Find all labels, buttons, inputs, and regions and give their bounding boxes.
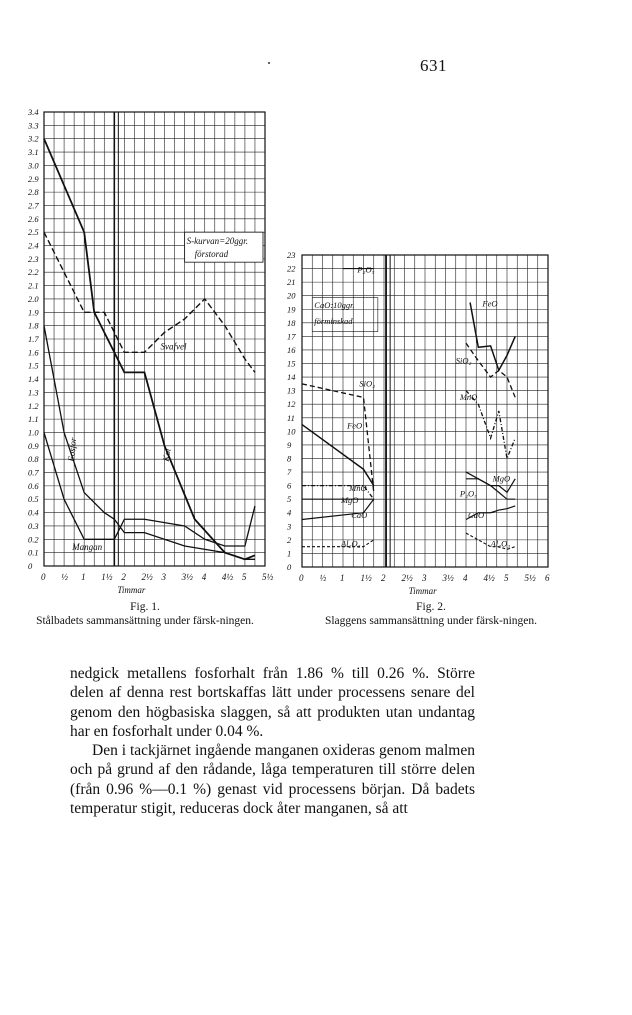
body-text <box>70 664 475 818</box>
left-label-mno: MnO <box>349 483 367 494</box>
y-tick-label: 4 <box>287 507 292 518</box>
y-tick-label: 15 <box>287 358 296 369</box>
y-tick-label: 0.7 <box>28 467 39 478</box>
y-tick-label: 1.6 <box>28 347 39 358</box>
figure-2-labels <box>312 265 510 549</box>
figure-2-x-ticks <box>299 573 550 596</box>
scale-note-line-1: CaO:10ggr. <box>314 299 355 310</box>
y-tick-label: 2.3 <box>28 253 39 264</box>
figure-1-grid <box>44 112 265 566</box>
figure-2-chart <box>280 245 580 595</box>
x-tick-label: 5 <box>241 572 247 582</box>
y-tick-label: 5 <box>287 494 292 505</box>
y-tick-label: 23 <box>287 250 296 260</box>
y-tick-label: 2.0 <box>28 293 39 304</box>
y-tick-label: 0.4 <box>28 507 39 518</box>
figure-2-caption-number: Fig. 2. <box>416 601 446 613</box>
y-tick-label: 0.5 <box>28 494 39 505</box>
y-tick-label: 22 <box>287 263 296 274</box>
y-tick-label: 19 <box>287 304 296 315</box>
figure-1-series <box>44 139 255 560</box>
figure-1-x-ticks <box>41 572 274 595</box>
x-tick-label: 0 <box>299 573 304 583</box>
x-tick-label: 3 <box>161 572 167 582</box>
right-label-sio2: SiO₂ <box>455 355 472 366</box>
y-tick-label: 0 <box>287 562 292 572</box>
y-tick-label: 1.1 <box>28 414 39 425</box>
y-tick-label: 3.2 <box>28 133 39 144</box>
figure-1-caption-number: Fig. 1. <box>130 601 160 613</box>
series-line-right <box>466 343 515 397</box>
y-tick-label: 0 <box>28 561 33 571</box>
y-tick-label: 3 <box>287 521 292 532</box>
y-tick-label: 3.3 <box>28 120 39 131</box>
y-tick-label: 7 <box>287 467 292 478</box>
y-tick-label: 0.8 <box>28 454 39 465</box>
x-tick-label: 4 <box>201 572 207 582</box>
y-tick-label: 2.9 <box>28 173 39 184</box>
y-tick-label: 2.5 <box>28 227 39 238</box>
x-tick-label: 5½ <box>262 572 274 582</box>
x-tick-label: 5½ <box>524 573 536 583</box>
series-line-left <box>302 384 374 493</box>
figure-1-caption-text: Stålbadets sammansättning under färsk-ningen. <box>36 615 254 627</box>
figure-2-caption <box>300 600 562 628</box>
y-tick-label: 2.8 <box>28 187 39 198</box>
x-tick-label: 3½ <box>442 573 454 583</box>
y-tick-label: 2.7 <box>28 200 39 211</box>
y-tick-label: 0.3 <box>28 520 39 531</box>
y-tick-label: 10 <box>287 426 296 437</box>
y-tick-label: 2.6 <box>28 213 39 224</box>
scale-note-line-1: S-kurvan=20ggr. <box>186 236 248 247</box>
y-tick-label: 3.4 <box>28 107 39 117</box>
x-tick-label: 2 <box>381 573 386 583</box>
y-tick-label: 2 <box>287 534 292 545</box>
figure-2-y-ticks <box>286 250 296 572</box>
y-tick-label: 1.2 <box>28 400 39 411</box>
y-tick-label: 3.0 <box>28 160 39 171</box>
paragraph-2: Den i tackjärnet ingående manganen oxideras genom malmen och på grund af den rådande, låga temperaturen till större delen (från 0.96 %—0.1 %) genast vid processens början. Då badets temperatur stigit, reduceras dock åter manganen, så att <box>70 742 475 818</box>
y-tick-label: 1.5 <box>28 360 39 371</box>
figure-1-caption <box>10 600 280 628</box>
right-label-mno: MnO <box>459 392 478 403</box>
y-tick-label: 0.1 <box>28 547 39 558</box>
x-tick-label: 3 <box>422 573 427 583</box>
y-tick-label: 2.2 <box>28 267 39 278</box>
y-tick-label: 0.6 <box>28 480 39 491</box>
left-label-al2o3: Al₂O₃ <box>340 538 361 549</box>
print-speck <box>268 62 270 64</box>
x-tick-label: 1½ <box>360 573 372 583</box>
x-tick-label: 1½ <box>101 572 113 582</box>
y-tick-label: 1.4 <box>28 374 39 385</box>
figure-1-y-ticks <box>27 107 39 571</box>
x-tick-label: 6 <box>545 573 550 583</box>
series-label-manganese: Mangan <box>72 541 103 552</box>
x-tick-label: ½ <box>319 573 327 583</box>
x-tick-label: 1 <box>81 572 86 582</box>
y-tick-label: 1.3 <box>28 387 39 398</box>
x-tick-label: 2½ <box>401 573 413 583</box>
y-tick-label: 6 <box>287 480 292 491</box>
x-tick-label: ½ <box>61 572 68 582</box>
y-tick-label: 2.1 <box>28 280 39 291</box>
y-tick-label: 14 <box>287 372 296 383</box>
figure-2-caption-text: Slaggens sammansättning under färsk-ningen. <box>324 615 538 627</box>
x-tick-label: 5 <box>504 573 509 583</box>
x-tick-label: 4½ <box>221 572 234 582</box>
x-tick-label: 2½ <box>141 572 153 582</box>
right-label-p2o5: P₂O₅ <box>459 488 478 499</box>
x-axis-label: Timmar <box>408 586 437 596</box>
y-tick-label: 0.9 <box>28 440 39 451</box>
y-tick-label: 3.1 <box>28 147 39 158</box>
y-tick-label: 12 <box>287 399 296 410</box>
y-tick-label: 1.0 <box>28 427 39 438</box>
series-label-phosphorus: Fosfor <box>66 437 79 463</box>
y-tick-label: 13 <box>287 385 296 396</box>
y-tick-label: 1.8 <box>28 320 39 331</box>
page-number: 631 <box>420 56 447 75</box>
y-tick-label: 20 <box>287 290 296 301</box>
y-tick-label: 0.2 <box>28 534 39 545</box>
figure-2-series <box>302 269 515 550</box>
right-label-cao: CaO <box>468 510 485 521</box>
y-tick-label: 1.9 <box>28 307 39 318</box>
x-tick-label: 0 <box>41 572 46 582</box>
y-tick-label: 8 <box>287 453 292 464</box>
x-tick-label: 4½ <box>483 573 495 583</box>
scale-note-line-2: förminskad <box>314 316 353 327</box>
right-label-mgo: MgO <box>492 473 511 484</box>
right-label-feo: FeO <box>482 298 498 309</box>
y-tick-label: 16 <box>287 344 296 355</box>
left-label-cao: CaO <box>351 510 368 521</box>
series-line-left <box>302 425 374 486</box>
y-tick-label: 1 <box>287 548 292 559</box>
left-label-p2o5: P₂O₅ <box>357 264 375 275</box>
y-tick-label: 17 <box>287 331 296 342</box>
series-line-left <box>302 540 374 547</box>
paragraph-1: nedgick metallens fosforhalt från 1.86 % till 0.26 %. Större delen af denna rest bortskaffas lätt under processens senare del genom den högbasiska slaggen, så att produkten utan undantag har en fosforhalt under 0.04 %. <box>70 665 475 740</box>
figure-1-chart <box>0 100 290 595</box>
y-tick-label: 18 <box>287 317 296 328</box>
series-label-carbon: Kol <box>160 447 173 463</box>
x-tick-label: 2 <box>121 572 126 582</box>
right-label-al2o3: Al₂O₃ <box>490 538 511 549</box>
y-tick-label: 21 <box>287 277 296 288</box>
series-label-sulfur: Svafvel <box>160 341 187 352</box>
x-tick-label: 4 <box>463 573 468 583</box>
left-label-mgo: MgO <box>340 495 359 506</box>
y-tick-label: 9 <box>287 439 292 450</box>
x-tick-label: 1 <box>340 573 345 583</box>
left-label-feo: FeO <box>347 420 363 431</box>
y-tick-label: 2.4 <box>28 240 39 251</box>
series-line-kol <box>44 139 255 560</box>
y-tick-label: 1.7 <box>28 334 39 344</box>
x-axis-label: Timmar <box>117 585 146 595</box>
x-tick-label: 3½ <box>181 572 193 582</box>
scale-note-line-2: förstorad <box>194 249 229 260</box>
left-label-sio2: SiO₂ <box>359 378 376 389</box>
y-tick-label: 11 <box>287 412 295 423</box>
